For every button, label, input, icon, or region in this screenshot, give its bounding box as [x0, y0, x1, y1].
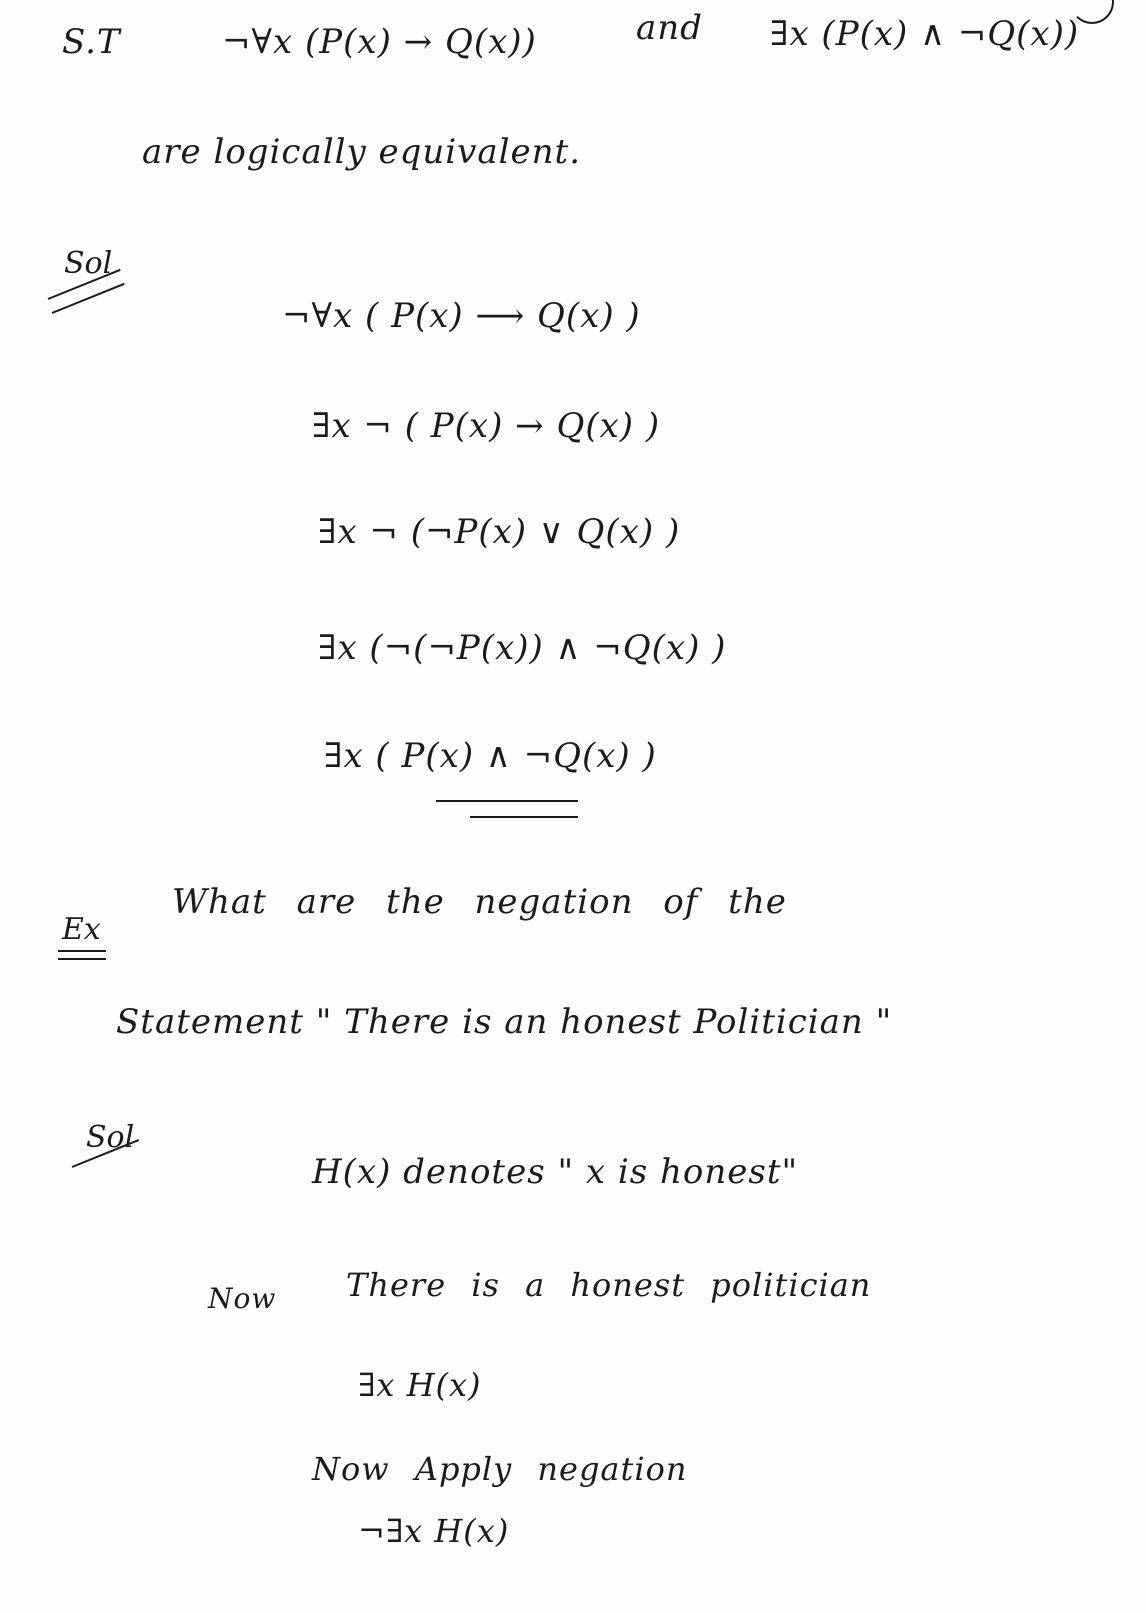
- problem-connector: and: [636, 8, 703, 48]
- example-label: Ex: [62, 912, 101, 947]
- solution-step-1: ¬∀x ( P(x) ⟶ Q(x) ): [282, 296, 641, 336]
- example-line-2: Statement " There is an honest Politician ": [116, 1002, 893, 1042]
- solution-step-3: ∃x ¬ (¬P(x) ∨ Q(x) ): [318, 512, 681, 552]
- solution-step-5: ∃x ( P(x) ∧ ¬Q(x) ): [324, 736, 657, 776]
- negated-formula: ¬∃x H(x): [358, 1512, 510, 1550]
- solution-step-4: ∃x (¬(¬P(x)) ∧ ¬Q(x) ): [318, 628, 727, 668]
- existential-formula: ∃x H(x): [358, 1366, 482, 1404]
- problem-lhs: ¬∀x (P(x) → Q(x)): [222, 22, 537, 62]
- example-label-underline-2: [58, 958, 106, 960]
- apply-negation-line: Now Apply negation: [312, 1450, 688, 1488]
- solution2-label: Sol: [86, 1120, 135, 1155]
- problem-prefix: S.T: [62, 22, 121, 62]
- solution-label-underline-2: [52, 283, 125, 314]
- result-underline-2: [470, 816, 578, 818]
- now-label: Now: [208, 1282, 277, 1315]
- definition-line: H(x) denotes " x is honest": [312, 1152, 799, 1192]
- problem-line2: are logically equivalent.: [142, 132, 582, 172]
- solution-step-2: ∃x ¬ ( P(x) → Q(x) ): [312, 406, 661, 446]
- example-label-underline: [58, 950, 106, 952]
- result-underline: [436, 800, 578, 802]
- honest-statement: There is a honest politician: [346, 1266, 872, 1304]
- example-line-1: What are the negation of the: [172, 882, 787, 922]
- solution-label: Sol: [64, 246, 113, 281]
- problem-rhs: ∃x (P(x) ∧ ¬Q(x)): [770, 14, 1080, 54]
